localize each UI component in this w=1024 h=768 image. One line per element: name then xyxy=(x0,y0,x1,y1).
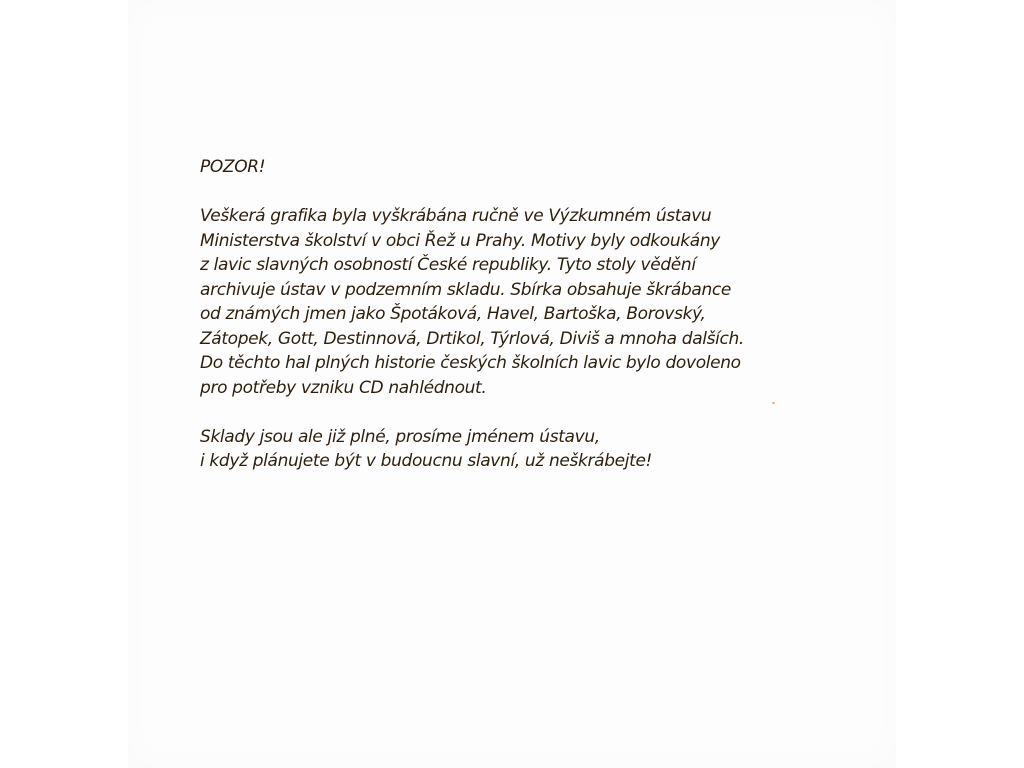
paragraph-line: pro potřeby vzniku CD nahlédnout. xyxy=(200,377,487,398)
paragraph-line: Veškerá grafika byla vyškrábána ručně ve Výzkumném ústavu xyxy=(200,206,712,226)
paragraph-closing xyxy=(200,425,820,474)
paragraph-line: z lavic slavných osobností České republiky. Tyto stoly vědění xyxy=(200,255,696,275)
notice-heading: POZOR! xyxy=(200,157,266,177)
paragraph-line: i když plánujete být v budoucnu slavní, už neškrábejte! xyxy=(200,451,653,471)
paragraph-line: Zátopek, Gott, Destinnová, Drtikol, Týrlová, Diviš a mnoha dalších. xyxy=(200,328,744,349)
paragraph-line: Sklady jsou ale již plné, prosíme jménem ústavu, xyxy=(200,426,600,447)
paragraph-line: Do těchto hal plných historie českých školních lavic bylo dovoleno xyxy=(200,353,741,373)
paragraph-line: Ministerstva školství v obci Řež u Prahy. Motivy byly odkoukány xyxy=(200,230,720,251)
paragraph-main xyxy=(200,204,820,400)
paragraph-line: archivuje ústav v podzemním skladu. Sbírka obsahuje škrábance xyxy=(200,279,732,300)
paragraph-line: od známých jmen jako Špotáková, Havel, Bartoška, Borovský, xyxy=(200,304,706,324)
paper-speck xyxy=(772,402,775,404)
notice-text xyxy=(200,155,820,498)
